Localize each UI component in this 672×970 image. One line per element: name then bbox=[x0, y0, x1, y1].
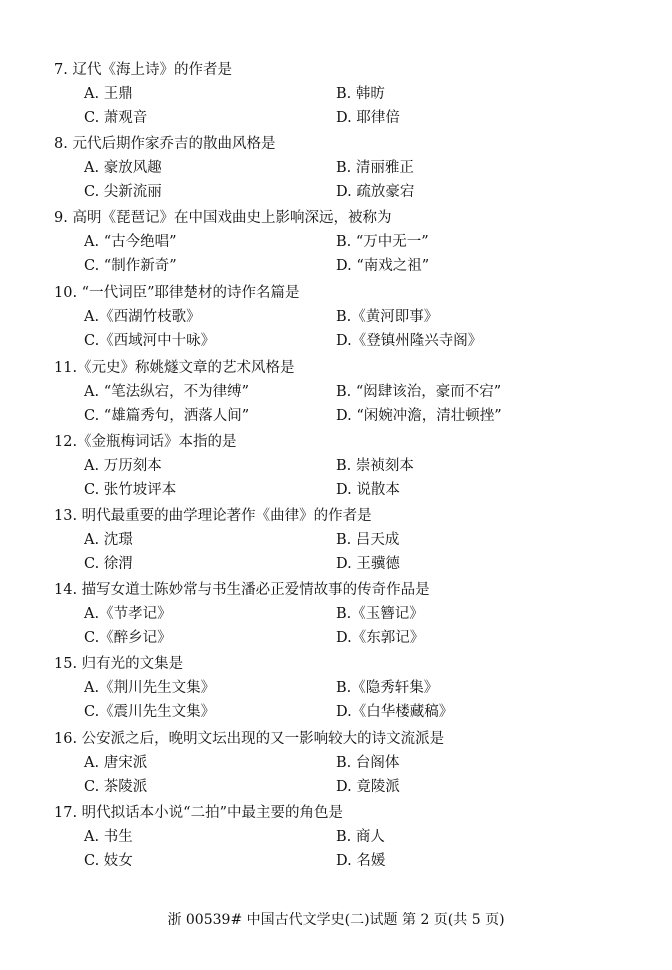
option-row bbox=[54, 305, 644, 329]
option-c: C. 萧观音 bbox=[84, 110, 148, 126]
question-stem: 12.《金瓶梅词话》本指的是 bbox=[54, 434, 237, 450]
option-row bbox=[54, 552, 644, 576]
option-b: B. 商人 bbox=[336, 829, 385, 845]
option-c: C. 妓女 bbox=[84, 853, 133, 869]
option-b: B. 吕天成 bbox=[336, 532, 400, 548]
option-row bbox=[54, 454, 644, 478]
option-c: C.《西域河中十咏》 bbox=[84, 333, 216, 349]
question-stem: 15. 归有光的文集是 bbox=[54, 656, 184, 672]
option-d: D. “南戏之祖” bbox=[336, 258, 430, 274]
option-b: B. “万中无一” bbox=[336, 234, 429, 250]
question-7 bbox=[54, 58, 644, 130]
option-a: A. 豪放风趣 bbox=[84, 160, 162, 176]
option-c: C. 徐渭 bbox=[84, 556, 133, 572]
option-row bbox=[54, 329, 644, 353]
option-d: D.《白华楼藏稿》 bbox=[336, 704, 454, 720]
option-a: A. 唐宋派 bbox=[84, 755, 148, 771]
option-d: D.《东郭记》 bbox=[336, 630, 425, 646]
option-d: D.《登镇州隆兴寺阁》 bbox=[336, 333, 483, 349]
question-15 bbox=[54, 652, 644, 724]
question-11 bbox=[54, 356, 644, 428]
option-c: C. 张竹坡评本 bbox=[84, 482, 177, 498]
question-stem: 11.《元史》称姚燧文章的艺术风格是 bbox=[54, 360, 295, 376]
option-a: A.《节孝记》 bbox=[84, 606, 172, 622]
option-d: D. 说散本 bbox=[336, 482, 400, 498]
option-row bbox=[54, 676, 644, 700]
question-9 bbox=[54, 206, 644, 278]
option-a: A. 书生 bbox=[84, 829, 133, 845]
option-a: A. 万历刻本 bbox=[84, 458, 162, 474]
question-8 bbox=[54, 132, 644, 204]
option-row bbox=[54, 230, 644, 254]
option-d: D. 疏放豪宕 bbox=[336, 184, 415, 200]
option-row bbox=[54, 751, 644, 775]
option-b: B.《隐秀轩集》 bbox=[336, 680, 439, 696]
page-footer: 浙 00539# 中国古代文学史(二)试题 第 2 页(共 5 页) bbox=[167, 912, 505, 928]
question-16 bbox=[54, 727, 644, 799]
question-stem: 9. 高明《琵琶记》在中国戏曲史上影响深远，被称为 bbox=[54, 210, 392, 226]
option-row bbox=[54, 254, 644, 278]
question-stem: 14. 描写女道士陈妙常与书生潘必正爱情故事的传奇作品是 bbox=[54, 582, 430, 598]
option-row bbox=[54, 404, 644, 428]
option-b: B. 台阁体 bbox=[336, 755, 400, 771]
option-row bbox=[54, 602, 644, 626]
option-row bbox=[54, 106, 644, 130]
option-row bbox=[54, 156, 644, 180]
option-c: C. 尖新流丽 bbox=[84, 184, 162, 200]
question-stem: 7. 辽代《海上诗》的作者是 bbox=[54, 62, 232, 78]
option-c: C.《震川先生文集》 bbox=[84, 704, 216, 720]
question-14 bbox=[54, 578, 644, 650]
option-row bbox=[54, 82, 644, 106]
option-row bbox=[54, 528, 644, 552]
option-b: B.《玉簪记》 bbox=[336, 606, 424, 622]
question-stem: 17. 明代拟话本小说“二拍”中最主要的角色是 bbox=[54, 805, 343, 821]
question-17 bbox=[54, 801, 644, 873]
question-10 bbox=[54, 281, 644, 353]
question-stem: 10. “一代词臣”耶律楚材的诗作名篇是 bbox=[54, 285, 300, 301]
option-b: B. 韩昉 bbox=[336, 86, 385, 102]
option-c: C. “制作新奇” bbox=[84, 258, 177, 274]
option-a: A.《荆川先生文集》 bbox=[84, 680, 216, 696]
option-b: B. 崇祯刻本 bbox=[336, 458, 414, 474]
option-b: B. “闳肆该治，豪而不宕” bbox=[336, 384, 502, 400]
option-d: D. 名媛 bbox=[336, 853, 386, 869]
question-13 bbox=[54, 504, 644, 576]
option-row bbox=[54, 700, 644, 724]
option-row bbox=[54, 825, 644, 849]
option-d: D. 竟陵派 bbox=[336, 779, 400, 795]
option-d: D. “闲婉冲澹，清壮顿挫” bbox=[336, 408, 502, 424]
option-row bbox=[54, 180, 644, 204]
option-d: D. 王骥德 bbox=[336, 556, 400, 572]
option-row bbox=[54, 626, 644, 650]
option-c: C. “雄篇秀句，洒落人间” bbox=[84, 408, 250, 424]
option-b: B.《黄河即事》 bbox=[336, 309, 439, 325]
option-c: C.《醉乡记》 bbox=[84, 630, 172, 646]
option-row bbox=[54, 380, 644, 404]
option-row bbox=[54, 775, 644, 799]
question-stem: 8. 元代后期作家乔吉的散曲风格是 bbox=[54, 136, 276, 152]
question-stem: 16. 公安派之后，晚明文坛出现的又一影响较大的诗文流派是 bbox=[54, 731, 445, 747]
option-a: A. “古今绝唱” bbox=[84, 234, 177, 250]
question-stem: 13. 明代最重要的曲学理论著作《曲律》的作者是 bbox=[54, 508, 372, 524]
option-row bbox=[54, 849, 644, 873]
option-d: D. 耶律倍 bbox=[336, 110, 400, 126]
option-a: A. 王鼎 bbox=[84, 86, 133, 102]
option-a: A.《西湖竹枝歌》 bbox=[84, 309, 201, 325]
option-b: B. 清丽雅正 bbox=[336, 160, 414, 176]
option-c: C. 茶陵派 bbox=[84, 779, 148, 795]
option-a: A. 沈璟 bbox=[84, 532, 133, 548]
option-a: A. “笔法纵宕，不为律缚” bbox=[84, 384, 250, 400]
option-row bbox=[54, 478, 644, 502]
question-12 bbox=[54, 430, 644, 502]
